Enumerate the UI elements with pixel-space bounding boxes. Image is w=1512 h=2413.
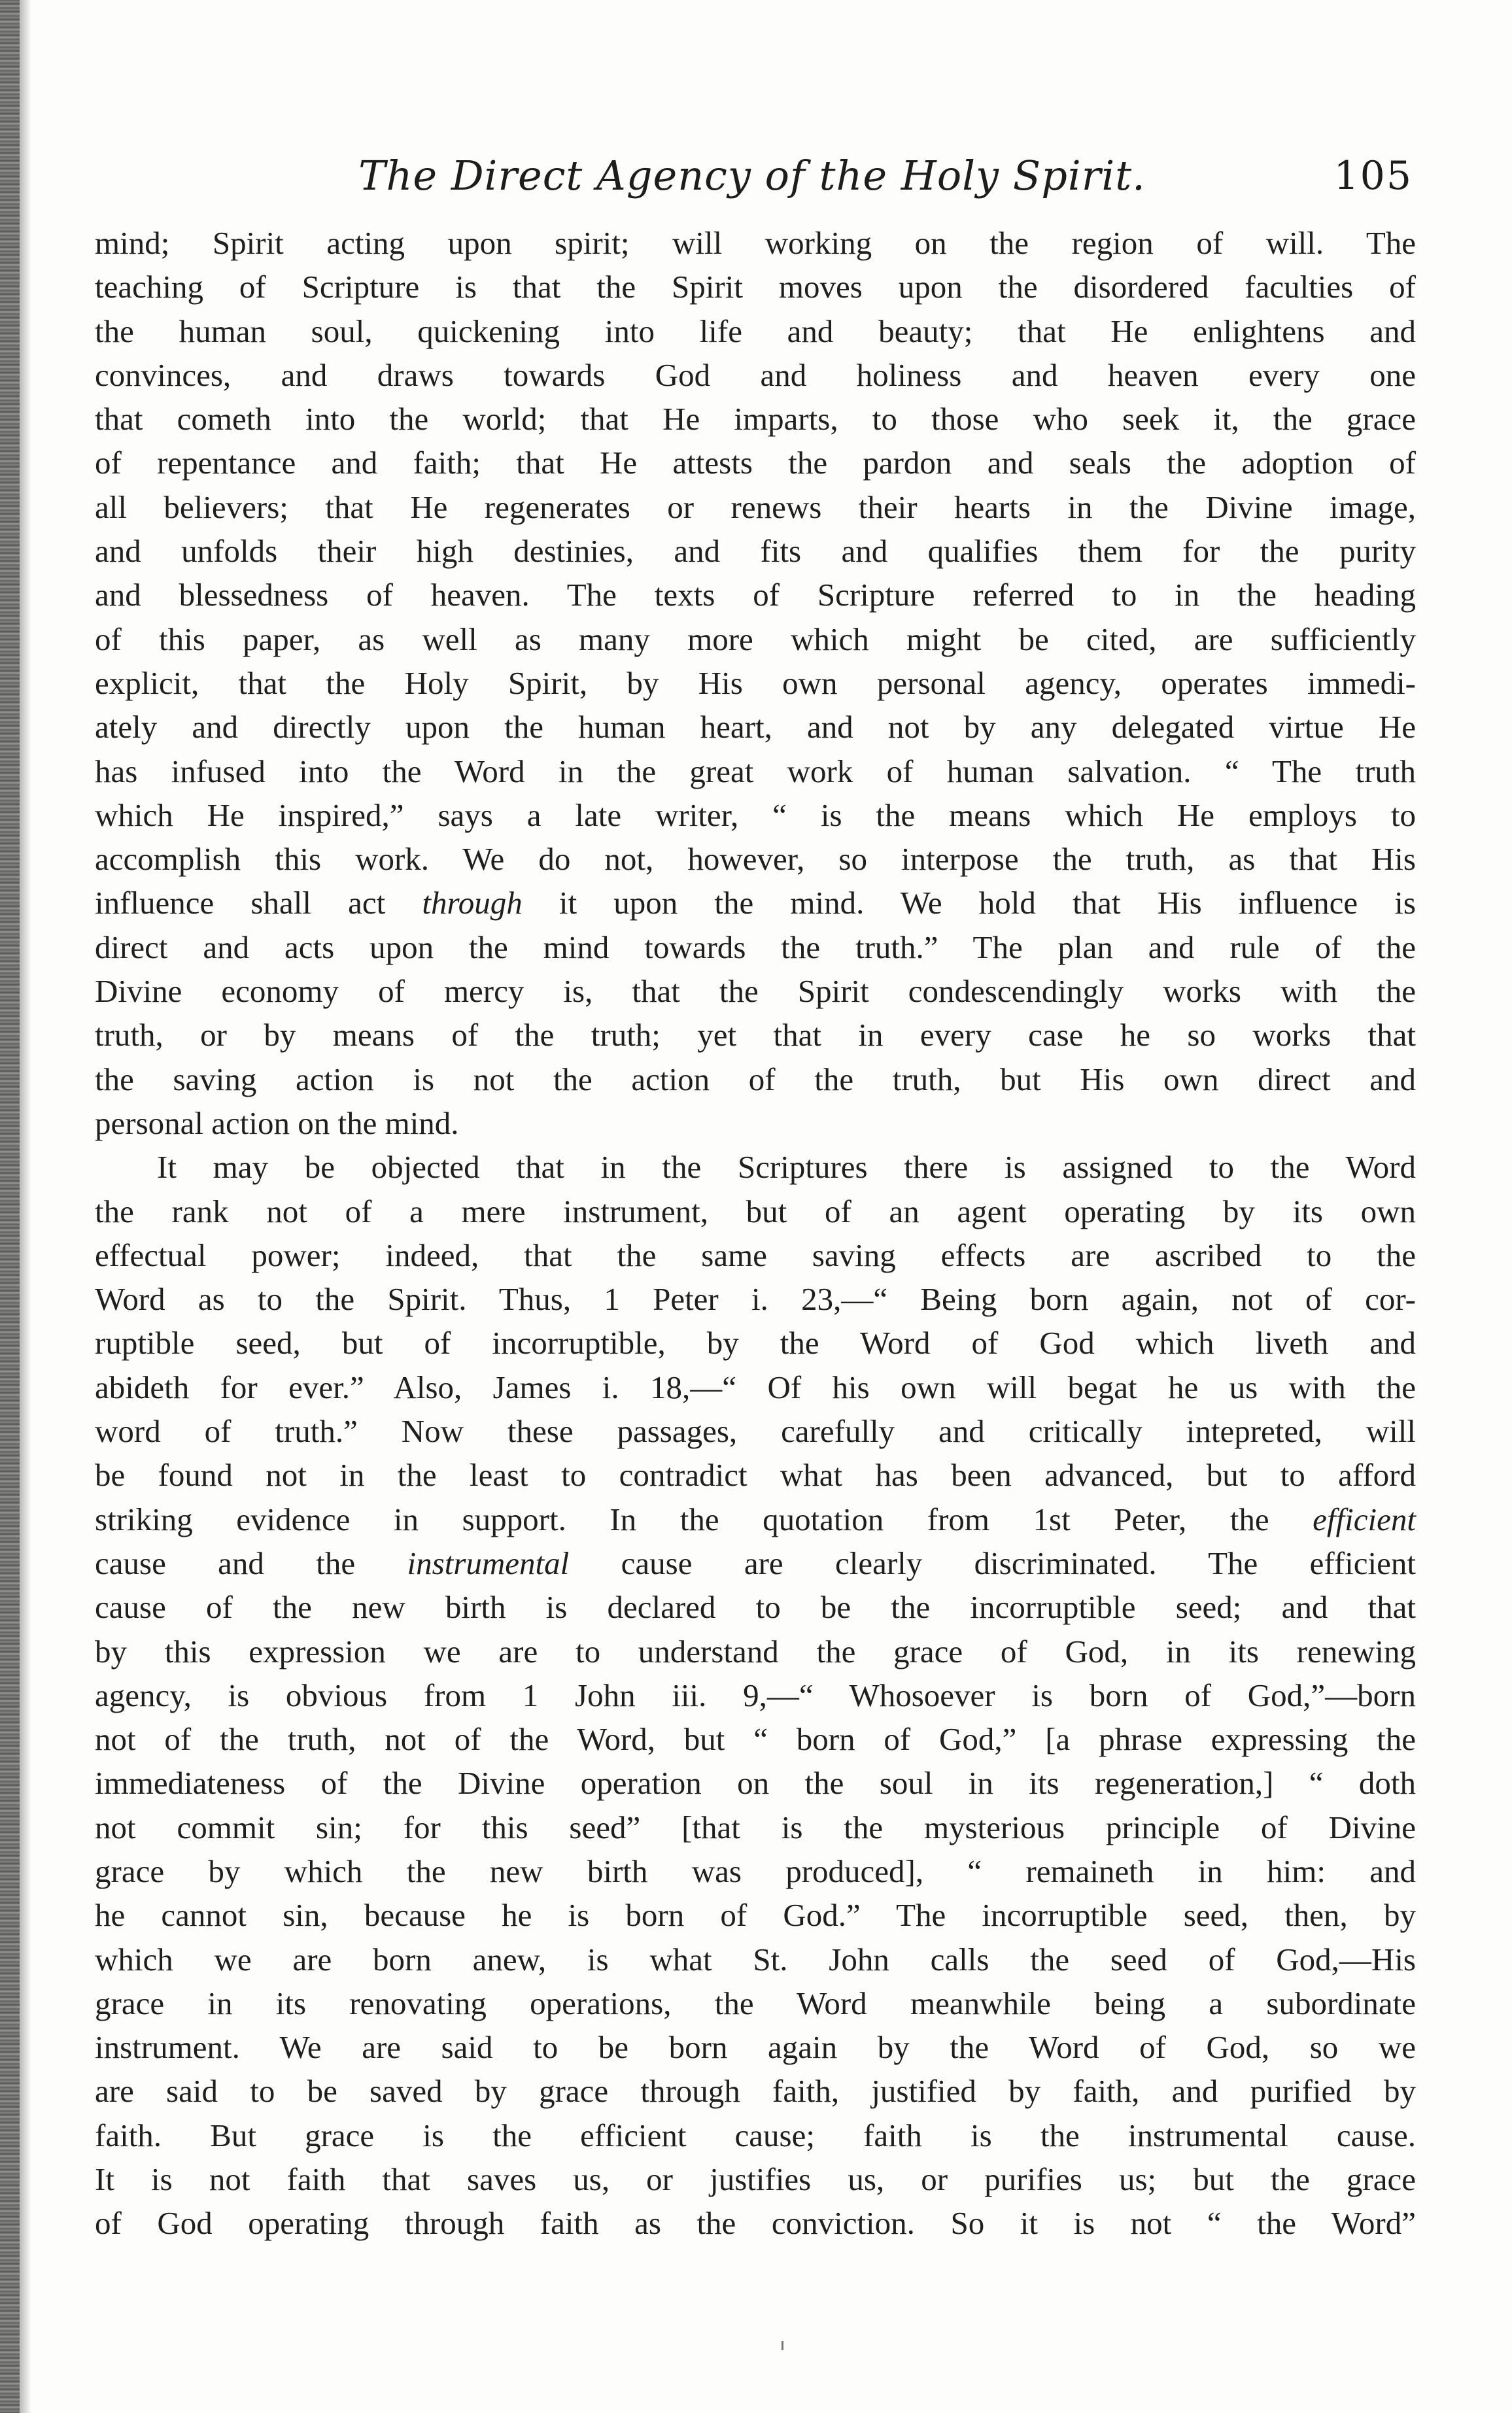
text-line: of repentance and faith; that He attests the pardon and seals the adoption of	[95, 445, 1416, 481]
text-line	[95, 881, 1416, 925]
gutter-shadow	[20, 0, 31, 2413]
text-line: teaching of Scripture is that the Spirit moves upon the disordered faculties of	[95, 269, 1416, 305]
text-line: and blessedness of heaven. The texts of Scripture referred to in the heading	[95, 577, 1416, 613]
text-line: agency, is obvious from 1 John iii. 9,—“ Whosoever is born of God,”—born	[95, 1677, 1416, 1713]
text-line: cause of the new birth is declared to be the incorruptible seed; and that	[95, 1589, 1416, 1626]
stray-ink-mark	[782, 2341, 783, 2350]
text-line: instrument. We are said to be born again by the Word of God, so we	[95, 2029, 1416, 2066]
paragraph-1	[95, 221, 1416, 1145]
text-line: It may be objected that in the Scriptures there is assigned to the Word	[157, 1149, 1416, 1186]
italic-word: through	[422, 885, 523, 921]
page-number: 105	[1333, 153, 1413, 199]
text-line: by this expression we are to understand the grace of God, in its renewing	[95, 1633, 1416, 1669]
text-line: which we are born anew, is what St. John calls the seed of God,—His	[95, 1941, 1416, 1977]
text-fragment: it upon the mind. We hold that His influence is	[522, 885, 1416, 921]
text-line: effectual power; indeed, that the same saving effects are ascribed to the	[95, 1237, 1416, 1273]
text-line: faith. But grace is the efficient cause; faith is the instrumental cause.	[95, 2117, 1416, 2153]
text-line: ruptible seed, but of incorruptible, by the Word of God which liveth and	[95, 1325, 1416, 1361]
text-line: ately and directly upon the human heart, and not by any delegated virtue He	[95, 709, 1416, 745]
text-line: immediateness of the Divine operation on the soul in its regeneration,] “ doth	[95, 1765, 1416, 1802]
text-line: truth, or by means of the truth; yet that in every case he so works that	[95, 1017, 1416, 1053]
text-line: grace in its renovating operations, the Word meanwhile being a subordinate	[95, 1985, 1416, 2021]
text-line: all believers; that He regenerates or renews their hearts in the Divine image,	[95, 488, 1416, 525]
text-fragment: striking evidence in support. In the quotation from 1st Peter, the	[95, 1501, 1313, 1537]
text-line: of this paper, as well as many more which might be cited, are sufficiently	[95, 621, 1416, 657]
text-line: personal action on the mind.	[95, 1104, 459, 1141]
text-line: Divine economy of mercy is, that the Spirit condescendingly works with the	[95, 973, 1416, 1010]
text-line: the human soul, quickening into life and beauty; that He enlightens and	[95, 313, 1416, 349]
italic-word: efficient	[1313, 1501, 1416, 1537]
text-line: explicit, that the Holy Spirit, by His own personal agency, operates immedi-	[95, 664, 1416, 701]
text-line: not commit sin; for this seed” [that is the mysterious principle of Divine	[95, 1809, 1416, 1845]
text-line: which He inspired,” says a late writer, “ is the means which He employs to	[95, 796, 1416, 833]
text-fragment: influence shall act	[95, 885, 422, 921]
book-binding-edge	[0, 0, 20, 2413]
body-text	[95, 221, 1416, 2246]
paragraph-2	[95, 1145, 1416, 2245]
italic-word: instrumental	[407, 1545, 570, 1581]
text-fragment: cause and the	[95, 1545, 407, 1581]
text-line: abideth for ever.” Also, James i. 18,—“ Of his own will begat he us with the	[95, 1369, 1416, 1405]
text-line: It is not faith that saves us, or justifies us, or purifies us; but the grace	[95, 2161, 1416, 2198]
text-line: grace by which the new birth was produced], “ remaineth in him: and	[95, 1853, 1416, 1889]
text-line: of God operating through faith as the conviction. So it is not “ the Word”	[95, 2205, 1416, 2242]
text-line: convinces, and draws towards God and holiness and heaven every one	[95, 356, 1416, 393]
text-line: has infused into the Word in the great work of human salvation. “ The truth	[95, 753, 1416, 789]
text-line: the saving action is not the action of the truth, but His own direct and	[95, 1061, 1416, 1097]
text-line: that cometh into the world; that He imparts, to those who seek it, the grace	[95, 401, 1416, 437]
text-line: word of truth.” Now these passages, carefully and critically intepreted, will	[95, 1413, 1416, 1450]
text-line	[95, 1541, 1416, 1585]
text-line: he cannot sin, because he is born of God.” The incorruptible seed, then, by	[95, 1897, 1416, 1934]
text-line: be found not in the least to contradict what has been advanced, but to afford	[95, 1457, 1416, 1494]
running-head	[92, 152, 1413, 211]
text-line: mind; Spirit acting upon spirit; will working on the region of will. The	[95, 225, 1416, 261]
text-line: direct and acts upon the mind towards the truth.” The plan and rule of the	[95, 929, 1416, 965]
text-line: the rank not of a mere instrument, but of an agent operating by its own	[95, 1193, 1416, 1229]
text-line: Word as to the Spirit. Thus, 1 Peter i. 23,—“ Being born again, not of cor-	[95, 1281, 1416, 1318]
text-line: not of the truth, not of the Word, but “ born of God,” [a phrase expressing the	[95, 1721, 1416, 1758]
text-line: are said to be saved by grace through faith, justified by faith, and purified by	[95, 2073, 1416, 2110]
text-line	[95, 1497, 1416, 1541]
text-line: accomplish this work. We do not, however, so interpose the truth, as that His	[95, 841, 1416, 878]
text-line: and unfolds their high destinies, and fits and qualifies them for the purity	[95, 533, 1416, 570]
text-fragment: cause are clearly discriminated. The efficient	[569, 1545, 1416, 1581]
running-title: The Direct Agency of the Holy Spirit.	[358, 152, 1146, 199]
